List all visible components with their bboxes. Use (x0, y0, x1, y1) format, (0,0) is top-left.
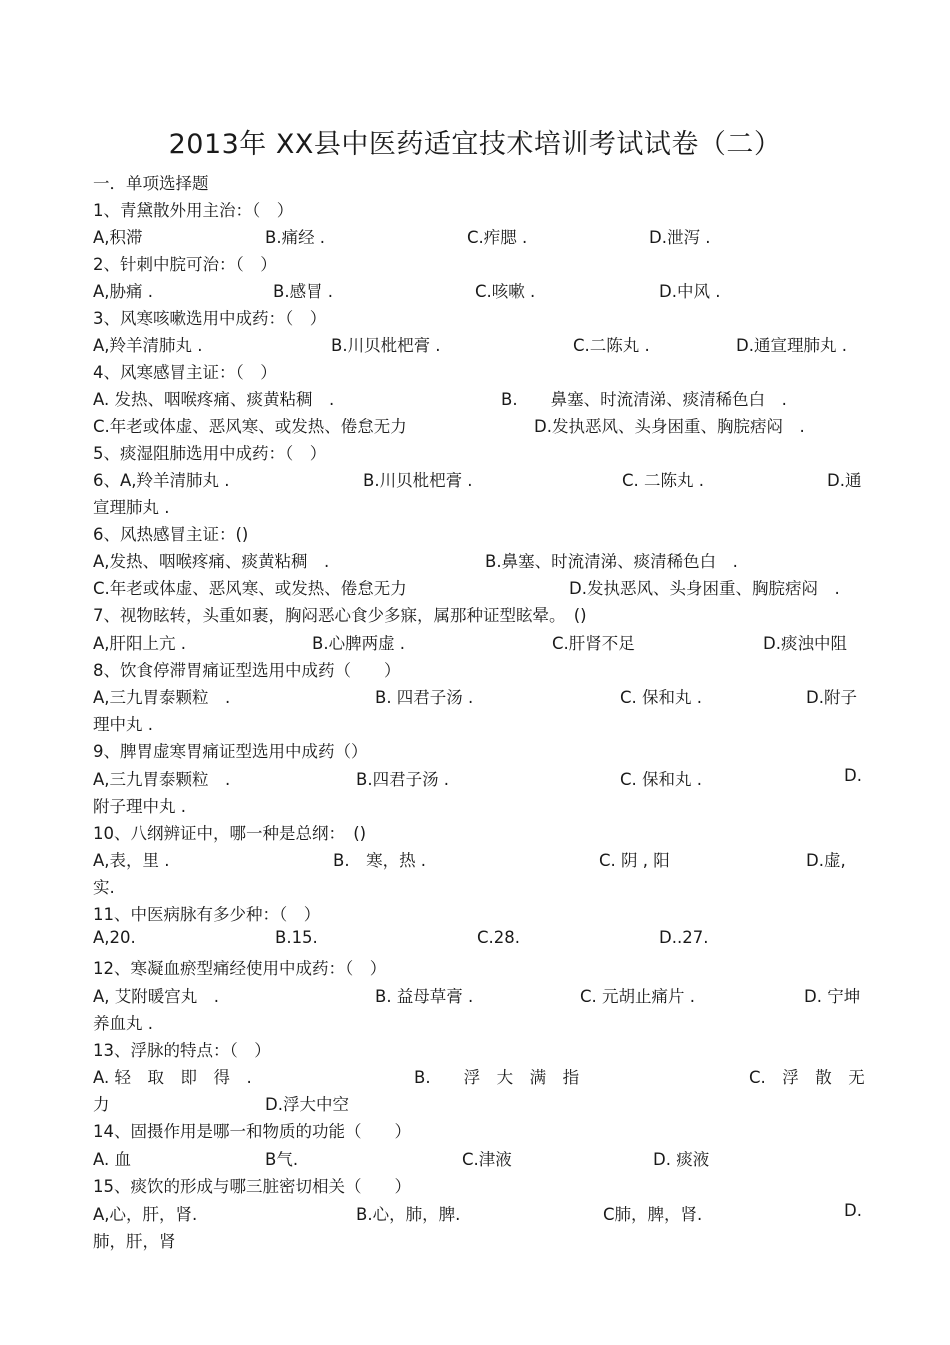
answer-option: D. (844, 1201, 862, 1220)
answer-option: A,积滞 (93, 228, 143, 247)
answer-options-row (93, 983, 865, 1010)
answer-option: C.肝肾不足 (552, 634, 635, 653)
answer-options-row (93, 332, 865, 359)
answer-option: B.痛经 . (265, 228, 326, 247)
question-stem: 13、浮脉的特点：（ ） (93, 1041, 271, 1060)
answer-option: B.15. (275, 928, 318, 947)
answer-option: A, 艾附暖宫丸 . (93, 987, 220, 1006)
answer-options-row (93, 1201, 865, 1228)
answer-option: A,发热、咽喉疼痛、痰黄粘稠 . (93, 552, 330, 571)
answer-option: B气. (265, 1150, 299, 1169)
answer-option: A,三九胃泰颗粒 . (93, 770, 231, 789)
answer-option: B. 浮 大 满 指 (414, 1068, 580, 1087)
question-text-continuation: 宣理肺丸 . (93, 498, 170, 517)
answer-option: B.鼻塞、时流清涕、痰清稀色白 . (485, 552, 738, 571)
answer-options-row (93, 548, 865, 575)
answer-option: B.川贝枇杷膏 . (331, 336, 441, 355)
question-stem: 12、寒凝血瘀型痛经使用中成药：（ ） (93, 959, 387, 978)
answer-option: A. 血 (93, 1150, 131, 1169)
answer-option: C. 元胡止痛片 . (580, 987, 696, 1006)
answer-option: A. 发热、咽喉疼痛、痰黄粘稠 . (93, 390, 335, 409)
answer-option: D.泄泻 . (649, 228, 711, 247)
section-heading: 一．单项选择题 (93, 174, 209, 193)
answer-option: B. 寒，热 . (333, 851, 427, 870)
answer-option: C. 保和丸 . (620, 770, 703, 789)
answer-option: D.通宣理肺丸 . (736, 336, 847, 355)
answer-option: A,三九胃泰颗粒 . (93, 688, 231, 707)
answer-option: D. (844, 766, 862, 785)
question-stem: 5、痰湿阻肺选用中成药：（ ） (93, 444, 327, 463)
answer-option: D.发执恶风、头身困重、胸脘痞闷 . (534, 417, 805, 436)
question-stem: 14、固摄作用是哪一和物质的功能（ ） (93, 1122, 411, 1141)
answer-options-row (93, 928, 865, 955)
answer-option: D.痰浊中阻 (763, 634, 847, 653)
answer-options-row (93, 575, 865, 602)
answer-option: A,胁痛 . (93, 282, 154, 301)
answer-option: B. 鼻塞、时流清涕、痰清稀色白 . (501, 390, 787, 409)
answer-option: 6、A,羚羊清肺丸 . (93, 471, 230, 490)
answer-option: C.二陈丸 . (573, 336, 650, 355)
answer-options-row (93, 413, 865, 440)
question-stem: 8、饮食停滞胃痛证型选用中成药（ ） (93, 661, 401, 680)
answer-option: D.虚, (806, 851, 846, 870)
question-text-continuation: 实. (93, 878, 115, 897)
answer-option: D.附子 (806, 688, 857, 707)
answer-option: B.川贝枇杷膏 . (363, 471, 473, 490)
answer-option: B.心脾两虚 . (312, 634, 406, 653)
answer-option: 力 (93, 1095, 110, 1114)
answer-option: B. 益母草膏 . (375, 987, 474, 1006)
answer-options-row (93, 766, 865, 793)
answer-option: B.四君子汤 . (356, 770, 450, 789)
answer-option: D. 痰液 (653, 1150, 710, 1169)
question-stem: 2、针刺中脘可治：（ ） (93, 255, 277, 274)
answer-options-row (93, 278, 865, 305)
answer-option: A,肝阳上亢 . (93, 634, 187, 653)
answer-options-row (93, 847, 865, 874)
answer-option: C.津液 (462, 1150, 512, 1169)
answer-options-row (93, 1091, 865, 1118)
question-stem: 6、风热感冒主证：() (93, 525, 249, 544)
question-stem: 15、痰饮的形成与哪三脏密切相关（ ） (93, 1177, 411, 1196)
answer-option: D..27. (659, 928, 709, 947)
answer-option: B.心，肺，脾. (356, 1205, 461, 1224)
answer-option: D.通 (827, 471, 862, 490)
answer-option: D.发执恶风、头身困重、胸脘痞闷 . (569, 579, 840, 598)
question-text-continuation: 附子理中丸 . (93, 797, 186, 816)
answer-options-row (93, 684, 865, 711)
answer-option: C.年老或体虚、恶风寒、或发热、倦怠无力 (93, 417, 407, 436)
answer-options-row (93, 1146, 865, 1173)
answer-option: A,羚羊清肺丸 . (93, 336, 203, 355)
answer-option: B. 四君子汤 . (375, 688, 474, 707)
answer-option: D.浮大中空 (265, 1095, 349, 1114)
question-stem: 1、青黛散外用主治：（ ） (93, 201, 294, 220)
answer-option: C.咳嗽 . (475, 282, 536, 301)
answer-option: A,心，肝，肾. (93, 1205, 198, 1224)
answer-option: A,表，里 . (93, 851, 170, 870)
answer-option: C.年老或体虚、恶风寒、或发热、倦怠无力 (93, 579, 407, 598)
question-text-continuation: 养血丸 . (93, 1014, 153, 1033)
answer-option: C肺，脾，肾. (603, 1205, 703, 1224)
answer-options-row (93, 386, 865, 413)
question-stem: 11、中医病脉有多少种：（ ） (93, 905, 321, 924)
question-stem: 4、风寒感冒主证：（ ） (93, 363, 277, 382)
question-stem: 9、脾胃虚寒胃痛证型选用中成药（） (93, 742, 368, 761)
question-stem: 7、视物眩转，头重如裹，胸闷恶心食少多寐，属那种证型眩晕。 () (93, 606, 587, 625)
answer-option: C.28. (477, 928, 521, 947)
answer-option: C. 浮 散 无 (749, 1068, 865, 1087)
answer-option: D.中风 . (659, 282, 721, 301)
answer-options-row (93, 467, 865, 494)
answer-option: B.感冒 . (273, 282, 334, 301)
question-stem: 3、风寒咳嗽选用中成药：（ ） (93, 309, 327, 328)
question-text-continuation: 肺，肝，肾 (93, 1232, 176, 1251)
answer-options-row (93, 224, 865, 251)
answer-options-row (93, 1064, 865, 1091)
answer-option: D. 宁坤 (804, 987, 861, 1006)
answer-option: A,20. (93, 928, 136, 947)
answer-option: C.痄腮 . (467, 228, 528, 247)
answer-option: A. 轻 取 即 得 . (93, 1068, 252, 1087)
question-stem: 10、八纲辨证中，哪一种是总纲： () (93, 824, 367, 843)
answer-option: C. 保和丸 . (620, 688, 703, 707)
answer-option: C. 阴 , 阳 (599, 851, 670, 870)
answer-option: C. 二陈丸 . (622, 471, 705, 490)
question-text-continuation: 理中丸 . (93, 715, 153, 734)
answer-options-row (93, 630, 865, 657)
exam-title: 2013年 XX县中医药适宜技术培训考试试卷（二） (168, 129, 782, 160)
